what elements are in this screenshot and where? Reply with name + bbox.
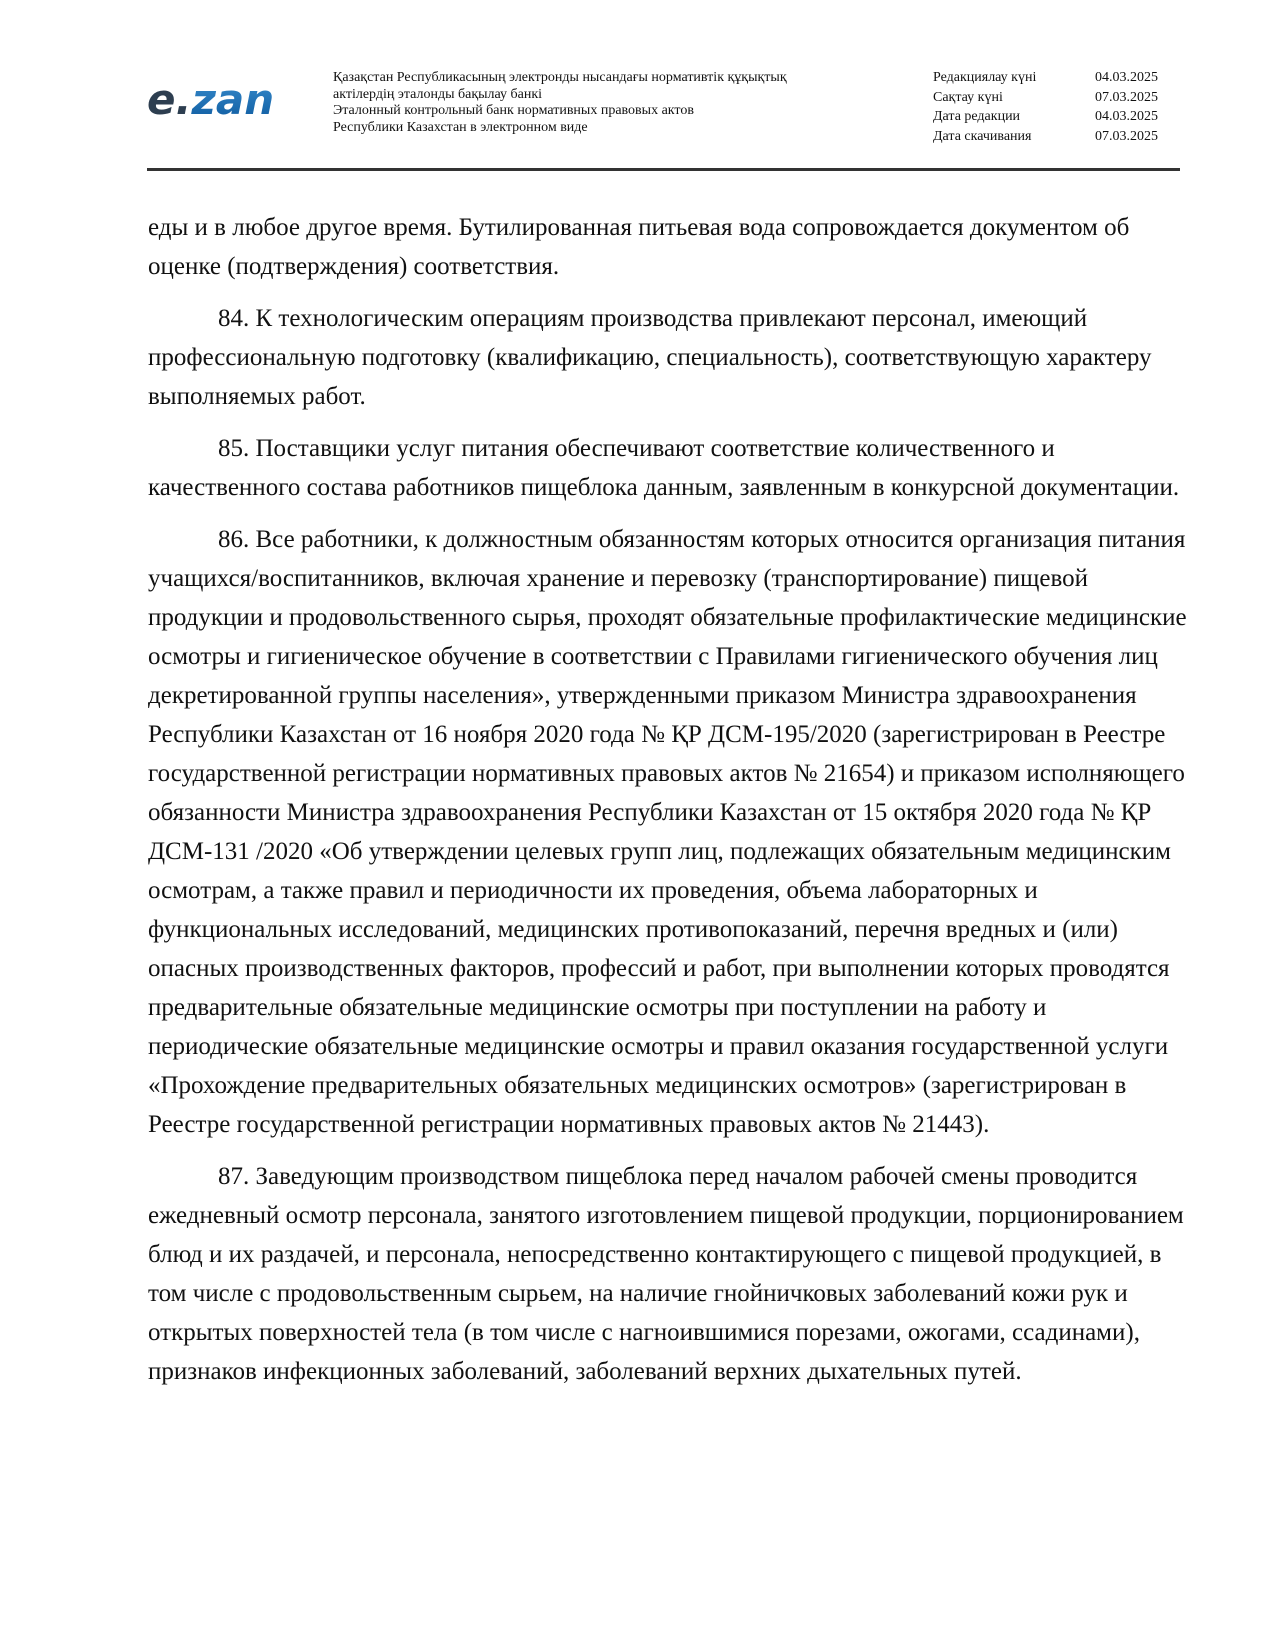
bank-title-line: Республики Казахстан в электронном виде (333, 119, 588, 135)
document-header (0, 0, 1275, 175)
paragraph-85: 85. Поставщики услуг питания обеспечивают соответствие количественного и качественного состава работников пищеблока данным, заявленным в конкурсной документации. (148, 435, 1180, 501)
paragraph-84: 84. К технологическим операциям производства привлекают персонал, имеющий профессиональную подготовку (квалификацию, специальность), соответствующую характеру выполняемых работ. (148, 305, 1152, 410)
paragraph-87: 87. Заведующим производством пищеблока перед началом рабочей смены проводится ежедневный осмотр персонала, занятого изготовлением пищевой продукции, порционированием блюд и их раздачей, и персонала, непосредственно контактирующего с пищевой продукцией, в том числе с продовольственным сырьем, на наличие гнойничковых заболеваний кожи рук и открытых поверхностей тела (в том числе с нагноившимися порезами, ожогами, ссадинами), признаков инфекционных заболеваний, заболеваний верхних дыхательных путей. (148, 1163, 1184, 1385)
meta-row-edit-date-kz (933, 68, 1158, 88)
meta-label: Дата скачивания (933, 128, 1032, 144)
svg-text:e.zan: e.zan (147, 76, 275, 124)
bank-title-line: актілердің эталонды бақылау банкі (333, 86, 543, 102)
paragraph-86: 86. Все работники, к должностным обязанностям которых относится организация питания учащихся/воспитанников, включая хранение и перевозку (транспортирование) пищевой продукции и продовольственного сырья, проходят обязательные профилактические медицинские осмотры и гигиеническое обучение в соответствии с Правилами гигиенического обучения лиц декретированной группы населения», утвержденными приказом Министра здравоохранения Республики Казахстан от 16 ноября 2020 года № ҚР ДСМ-195/2020 (зарегистрирован в Реестре государственной регистрации нормативных правовых актов № 21654) и приказом исполняющего обязанности Министра здравоохранения Республики Казахстан от 15 октября 2020 года № ҚР ДСМ-131 /2020 «Об утверждении целевых групп лиц, подлежащих обязательным медицинским осмотрам, а также правил и периодичности их проведения, объема лабораторных и функциональных исследований, медицинских противопоказаний, перечня вредных и (или) опасных производственных факторов, профессий и работ, при выполнении которых проводятся предварительные обязательные медицинские осмотры при поступлении на работу и периодические обязательные медицинские осмотры и правил оказания государственной услуги «Прохождение предварительных обязательных медицинских осмотров» (зарегистрирован в Реестре государственной регистрации нормативных правовых актов № 21443). (148, 526, 1187, 1138)
meta-label: Сақтау күні (933, 89, 1003, 105)
bank-title-line: Эталонный контрольный банк нормативных правовых актов (333, 103, 694, 118)
ezan-logo (147, 76, 287, 124)
meta-value: 07.03.2025 (1095, 128, 1158, 144)
meta-value: 04.03.2025 (1095, 70, 1158, 85)
meta-value: 04.03.2025 (1095, 109, 1158, 124)
meta-row-download-date-ru (933, 127, 1158, 147)
bank-title-line: Қазақстан Республикасының электронды нысандағы нормативтік құқықтық (333, 70, 787, 85)
bank-title (333, 70, 893, 136)
meta-value: 07.03.2025 (1095, 89, 1158, 105)
meta-label: Редакциялау күні (933, 70, 1037, 85)
document-body (148, 208, 1188, 1404)
meta-row-save-date-kz (933, 88, 1158, 108)
meta-label: Дата редакции (933, 109, 1021, 124)
header-divider (147, 168, 1180, 171)
document-dates (933, 68, 1158, 146)
ezan-logo-image (147, 76, 287, 124)
paragraph-continuation: еды и в любое другое время. Бутилированная питьевая вода сопровождается документом об оценке (подтверждения) соответствия. (148, 214, 1130, 280)
meta-row-edit-date-ru (933, 107, 1158, 127)
